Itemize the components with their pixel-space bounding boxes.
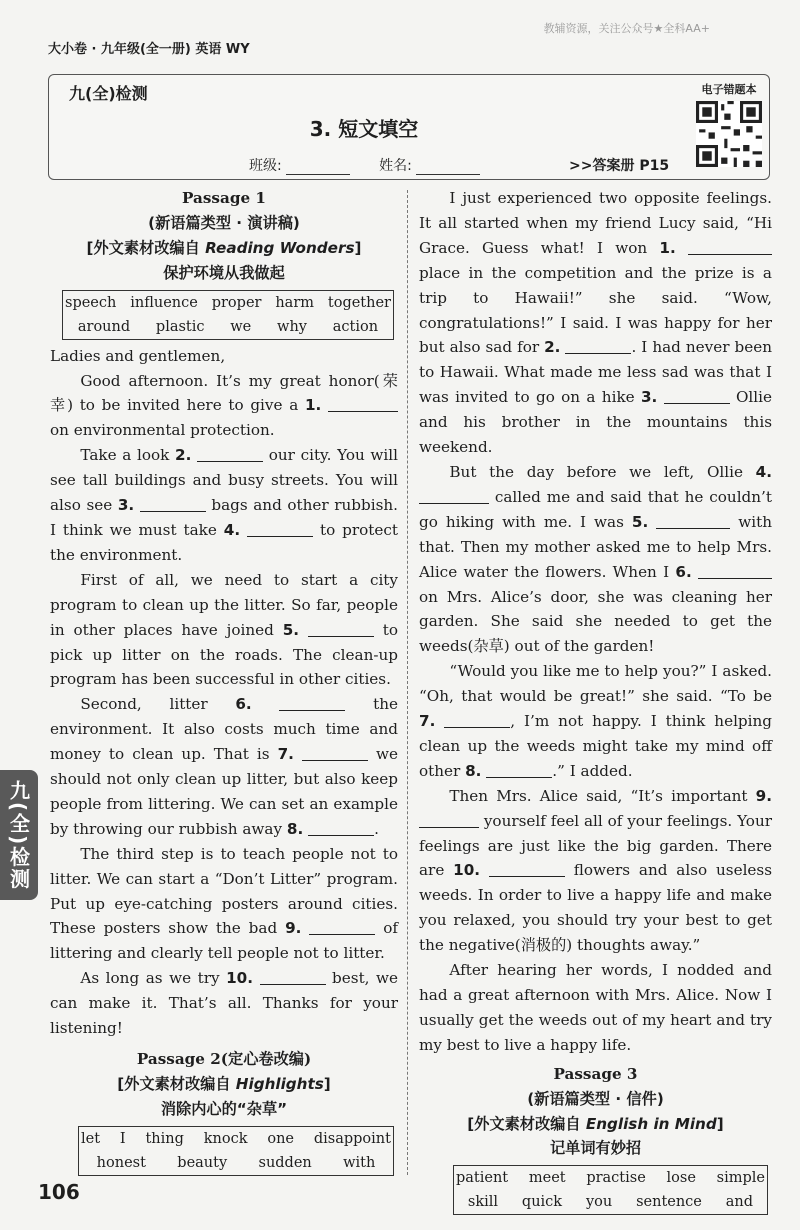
word-you: you xyxy=(585,1194,613,1211)
answer-blank[interactable] xyxy=(308,819,374,836)
source-suffix: ] xyxy=(716,1114,724,1133)
qr-area[interactable] xyxy=(689,81,769,175)
section-label: 九(全)检测 xyxy=(69,84,148,103)
source-suffix: ] xyxy=(354,238,362,257)
passage2-word-box xyxy=(78,1126,394,1176)
blank-number: 10. xyxy=(453,861,481,880)
blank-number: 4. xyxy=(755,462,772,481)
word-influence: influence xyxy=(130,294,198,311)
word-let: let xyxy=(81,1130,101,1147)
passage1-paragraph: First of all, we need to start a city program to clean up the litter. So far, people in other places have joined 5. to pick up litter on the roads. The clean-up program has been successful in other cities. xyxy=(50,570,399,689)
answer-blank[interactable] xyxy=(302,744,368,761)
answer-blank[interactable] xyxy=(279,694,345,711)
name-input[interactable] xyxy=(416,160,480,175)
source-prefix: [外文素材改编自 xyxy=(86,238,206,257)
blank-number: 2. xyxy=(175,446,192,465)
word-plastic: plastic xyxy=(155,318,205,335)
qr-code-icon[interactable] xyxy=(696,101,762,167)
word-and: and xyxy=(725,1194,754,1211)
word-with: with xyxy=(343,1154,376,1171)
student-info-line xyxy=(249,155,480,175)
blank-number: 5. xyxy=(631,512,649,531)
passage2-paragraph: I just experienced two opposite feelings. It all started when my friend Lucy said, “Hi Grace. Guess what! I won 1. place in the competition and the prize is a trip to Hawaii!” she said. “Wow, congratulations!” I said. I was happy for her but also sad for 2. . I had never been to Hawaii. What made me less sad was that I was invited to go on a hike 3. Ollie and his brother in the mountains this weekend. xyxy=(419,189,772,457)
passage1-heading: Passage 1 xyxy=(182,189,266,207)
word-one: one xyxy=(267,1130,295,1147)
word-together: together xyxy=(327,294,391,311)
answer-blank[interactable] xyxy=(656,512,730,529)
word-meet: meet xyxy=(528,1170,566,1187)
blank-number: 8. xyxy=(465,761,482,780)
passage3-source xyxy=(419,1112,772,1137)
blank-number: 1. xyxy=(659,238,676,257)
answer-blank[interactable] xyxy=(247,520,313,537)
side-tab: 九(全)检测 xyxy=(0,770,38,900)
word-thing: thing xyxy=(145,1130,184,1147)
source-prefix: [外文素材改编自 xyxy=(117,1074,236,1093)
blank-number: 5. xyxy=(282,620,300,639)
blank-number: 9. xyxy=(755,786,772,805)
blank-number: 6. xyxy=(235,695,252,714)
word-patient: patient xyxy=(456,1170,509,1187)
word-knock: knock xyxy=(203,1130,248,1147)
answer-blank[interactable] xyxy=(197,445,263,462)
source-prefix: [外文素材改编自 xyxy=(467,1114,586,1133)
passage1-word-box xyxy=(62,290,394,340)
passage1-paragraph: Second, litter 6. the environment. It also costs much time and money to clean up. That is 7. we should not only clean up litter, but also keep people from littering. We can set an example by throwing our rubbish away 8. . xyxy=(50,695,399,838)
word-practise: practise xyxy=(586,1170,646,1187)
word-disappoint: disappoint xyxy=(313,1130,391,1147)
blank-number: 7. xyxy=(277,745,294,764)
title-box xyxy=(48,74,770,180)
source-name: Reading Wonders xyxy=(205,238,355,257)
answer-blank[interactable] xyxy=(444,711,510,728)
source-suffix: ] xyxy=(323,1074,331,1093)
name-label: 姓名: xyxy=(379,158,412,174)
class-input[interactable] xyxy=(286,160,350,175)
passage1-theme: 保护环境从我做起 xyxy=(163,263,285,282)
passage2-paragraph: “Would you like me to help you?” I asked. “Oh, that would be great!” she said. “To be 7. , I’m not happy. I think helping clean up the weeds might take my mind off other 8. .” I added. xyxy=(419,662,773,780)
answer-blank[interactable] xyxy=(419,487,489,504)
blank-number: 1. xyxy=(304,396,322,415)
word-honest: honest xyxy=(96,1154,146,1171)
passage1-type: (新语篇类型 · 演讲稿) xyxy=(148,213,300,232)
word-we: we xyxy=(230,318,252,335)
answer-blank[interactable] xyxy=(309,918,375,935)
word-beauty: beauty xyxy=(177,1154,228,1171)
column-divider xyxy=(407,190,408,1175)
qr-label: 电子错题本 xyxy=(701,83,757,96)
answer-blank[interactable] xyxy=(308,620,374,637)
answer-blank[interactable] xyxy=(664,387,730,404)
answer-blank[interactable] xyxy=(140,495,206,512)
blank-number: 3. xyxy=(640,388,658,407)
word-simple: simple xyxy=(716,1170,765,1187)
blank-number: 2. xyxy=(544,338,561,357)
answer-blank[interactable] xyxy=(328,395,398,412)
passage1-source xyxy=(50,236,398,261)
blank-number: 9. xyxy=(285,919,302,938)
passage3-theme: 记单词有妙招 xyxy=(549,1139,642,1158)
passage3-type: (新语篇类型 · 信件) xyxy=(527,1089,664,1108)
passage1-paragraph: Good afternoon. It’s my great honor(荣幸) to be invited here to give a 1. on environmental protection. xyxy=(50,371,398,440)
word-lose: lose xyxy=(666,1170,696,1187)
source-name: English in Mind xyxy=(585,1114,717,1133)
blank-number: 4. xyxy=(223,520,241,539)
passage1-paragraph: As long as we try 10. best, we can make it. That’s all. Thanks for your listening! xyxy=(50,969,399,1038)
passage2-paragraph: After hearing her words, I nodded and had a great afternoon with Mrs. Alice. Now I usually get the weeds out of my heart and try my best to live a happy life. xyxy=(419,961,772,1054)
book-header: 大小卷 · 九年级(全一册) 英语 WY xyxy=(48,42,250,57)
word-harm: harm xyxy=(275,294,315,311)
word-quick: quick xyxy=(521,1194,563,1211)
blank-number: 7. xyxy=(419,712,436,731)
passage2-paragraph: Then Mrs. Alice said, “It’s important 9. yourself feel all of your feelings. Your feelings are just like the big garden. There are 10. flowers and also useless weeds. In order to live a happy life and make you relaxed, you should try your best to get the negative(消极的) thoughts away.” xyxy=(419,786,772,955)
page-title: 3. 短文填空 xyxy=(309,117,419,141)
word-action: action xyxy=(332,318,379,335)
source-name: Highlights xyxy=(235,1074,324,1093)
answer-blank[interactable] xyxy=(698,562,772,579)
passage1-greeting: Ladies and gentlemen, xyxy=(50,346,226,365)
word-skill: skill xyxy=(467,1194,499,1211)
passage2-paragraph: But the day before we left, Ollie 4. called me and said that he couldn’t go hiking with me. I was 5. with that. Then my mother asked me to help Mrs. Alice water the flowers. When I 6. on Mrs. Alice’s door, she was cleaning her garden. She said she needed to get the weeds(杂草) out of the garden! xyxy=(419,462,773,656)
word-proper: proper xyxy=(211,294,262,311)
passage1-paragraph: The third step is to teach people not to litter. We can start a “Don’t Litter” program. Put up eye-catching posters around cities. These posters show the bad 9. of littering and clearly tell people not to litter. xyxy=(50,844,399,963)
answer-blank[interactable] xyxy=(260,968,326,985)
word-why: why xyxy=(277,318,307,335)
blank-number: 8. xyxy=(286,819,304,838)
left-column xyxy=(50,186,398,1180)
answer-blank[interactable] xyxy=(489,860,565,877)
word-speech: speech xyxy=(65,294,117,311)
answer-blank[interactable] xyxy=(419,811,479,828)
page-number: 106 xyxy=(38,1180,80,1204)
word-i: I xyxy=(119,1130,126,1147)
blank-number: 6. xyxy=(675,562,692,581)
passage2-theme: 消除内心的“杂草” xyxy=(160,1099,288,1118)
class-label: 班级: xyxy=(249,158,282,174)
passage2-source xyxy=(50,1072,398,1097)
right-column xyxy=(419,186,772,1219)
word-around: around xyxy=(77,318,131,335)
word-sentence: sentence xyxy=(636,1194,702,1211)
watermark-text: 教辅资源，关注公众号★全科AA+ xyxy=(543,22,710,35)
blank-number: 3. xyxy=(117,496,135,515)
answer-blank[interactable] xyxy=(565,337,631,354)
answer-blank[interactable] xyxy=(486,761,552,778)
passage2-heading: Passage 2(定心卷改编) xyxy=(136,1050,312,1068)
passage3-word-box xyxy=(453,1165,768,1215)
blank-number: 10. xyxy=(226,969,253,988)
answer-reference: >>答案册 P15 xyxy=(569,158,670,174)
word-sudden: sudden xyxy=(258,1154,312,1171)
passage1-paragraph: Take a look 2. our city. You will see tall buildings and busy streets. You will also see 3. bags and other rubbish. I think we must take 4. to protect the environment. xyxy=(50,446,399,564)
answer-blank[interactable] xyxy=(688,238,772,255)
passage3-heading: Passage 3 xyxy=(553,1064,638,1083)
